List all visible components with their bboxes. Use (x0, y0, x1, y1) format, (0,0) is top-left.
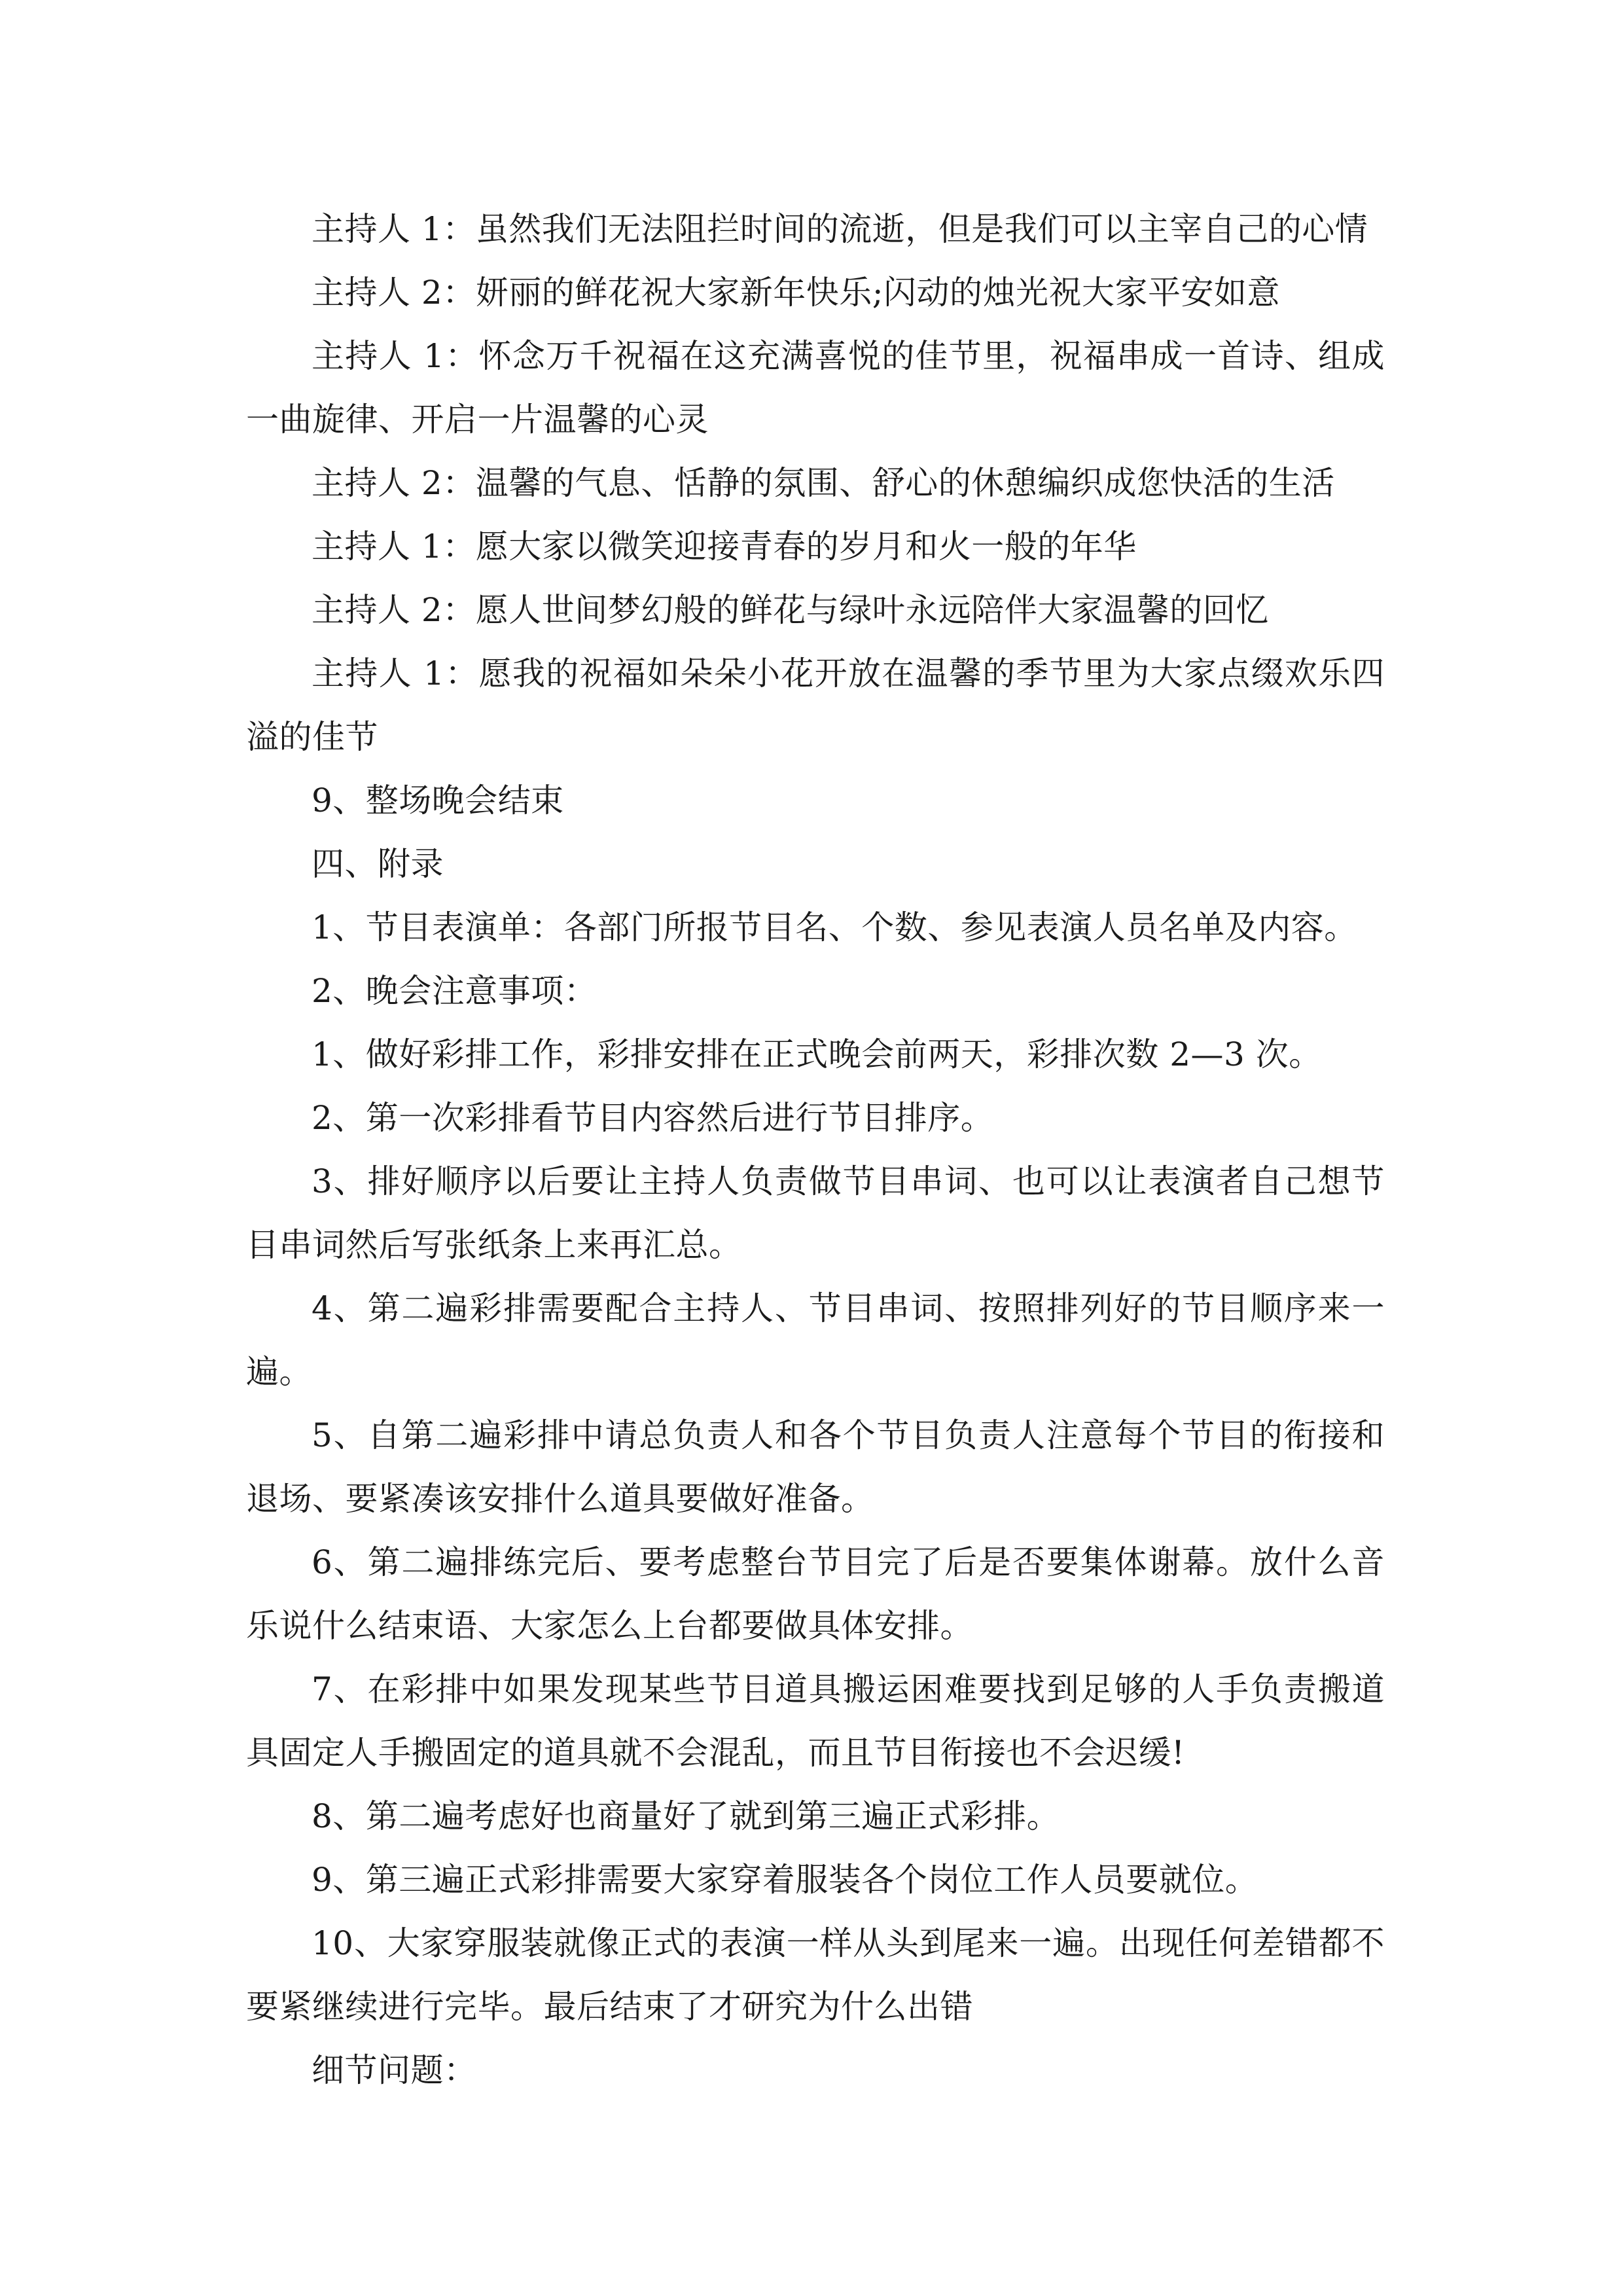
list-item-rehearsal-10: 10、大家穿服装就像正式的表演一样从头到尾来一遍。出现任何差错都不要紧继续进行完毕。最后结束了才研究为什么出错 (246, 1924, 1385, 2026)
paragraph-host1-smile: 主持人 1：愿大家以微笑迎接青春的岁月和火一般的年华 (312, 528, 1137, 565)
list-item-rehearsal-7: 7、在彩排中如果发现某些节目道具搬运困难要找到足够的人手负责搬道具固定人手搬固定的道具就不会混乱，而且节目衔接也不会迟缓! (246, 1670, 1385, 1772)
list-item-rehearsal-3: 3、排好顺序以后要让主持人负责做节目串词、也可以让表演者自己想节目串词然后写张纸条上来再汇总。 (246, 1162, 1385, 1264)
list-item-rehearsal-4: 4、第二遍彩排需要配合主持人、节目串词、按照排列好的节目顺序来一遍。 (246, 1289, 1385, 1391)
list-item-rehearsal-6: 6、第二遍排练完后、要考虑整台节目完了后是否要集体谢幕。放什么音乐说什么结束语、大家怎么上台都要做具体安排。 (246, 1543, 1385, 1645)
paragraph-host2-warmth: 主持人 2：温馨的气息、恬静的氛围、舒心的休憩编织成您快活的生活 (312, 464, 1335, 502)
paragraph-host1-time: 主持人 1：虽然我们无法阻拦时间的流逝，但是我们可以主宰自己的心情 (312, 210, 1368, 248)
paragraph-host1-wish: 主持人 1：愿我的祝福如朵朵小花开放在温馨的季节里为大家点缀欢乐四溢的佳节 (246, 655, 1385, 756)
paragraph-details-heading: 细节问题： (312, 2051, 477, 2089)
list-item-rehearsal-1: 1、做好彩排工作，彩排安排在正式晚会前两天，彩排次数 2—3 次。 (312, 1035, 1322, 1073)
paragraph-host1-blessing: 主持人 1：怀念万千祝福在这充满喜悦的佳节里，祝福串成一首诗、组成一曲旋律、开启一片温馨的心灵 (246, 337, 1385, 439)
document-body (246, 198, 1385, 2102)
paragraph-notes-heading: 2、晚会注意事项： (312, 972, 597, 1010)
list-item-rehearsal-5: 5、自第二遍彩排中请总负责人和各个节目负责人注意每个节目的衔接和退场、要紧凑该安排什么道具要做好准备。 (246, 1416, 1385, 1518)
list-item-rehearsal-8: 8、第二遍考虑好也商量好了就到第三遍正式彩排。 (312, 1797, 1060, 1835)
paragraph-gala-end: 9、整场晚会结束 (312, 781, 564, 819)
paragraph-host2-memories: 主持人 2：愿人世间梦幻般的鲜花与绿叶永远陪伴大家温馨的回忆 (312, 591, 1269, 629)
section-heading-appendix: 四、附录 (312, 845, 444, 883)
list-item-rehearsal-2: 2、第一次彩排看节目内容然后进行节目排序。 (312, 1099, 994, 1137)
paragraph-host2-flowers: 主持人 2：妍丽的鲜花祝大家新年快乐;闪动的烛光祝大家平安如意 (312, 274, 1281, 312)
list-item-rehearsal-9: 9、第三遍正式彩排需要大家穿着服装各个岗位工作人员要就位。 (312, 1861, 1258, 1899)
paragraph-program-list: 1、节目表演单：各部门所报节目名、个数、参见表演人员名单及内容。 (312, 908, 1357, 946)
